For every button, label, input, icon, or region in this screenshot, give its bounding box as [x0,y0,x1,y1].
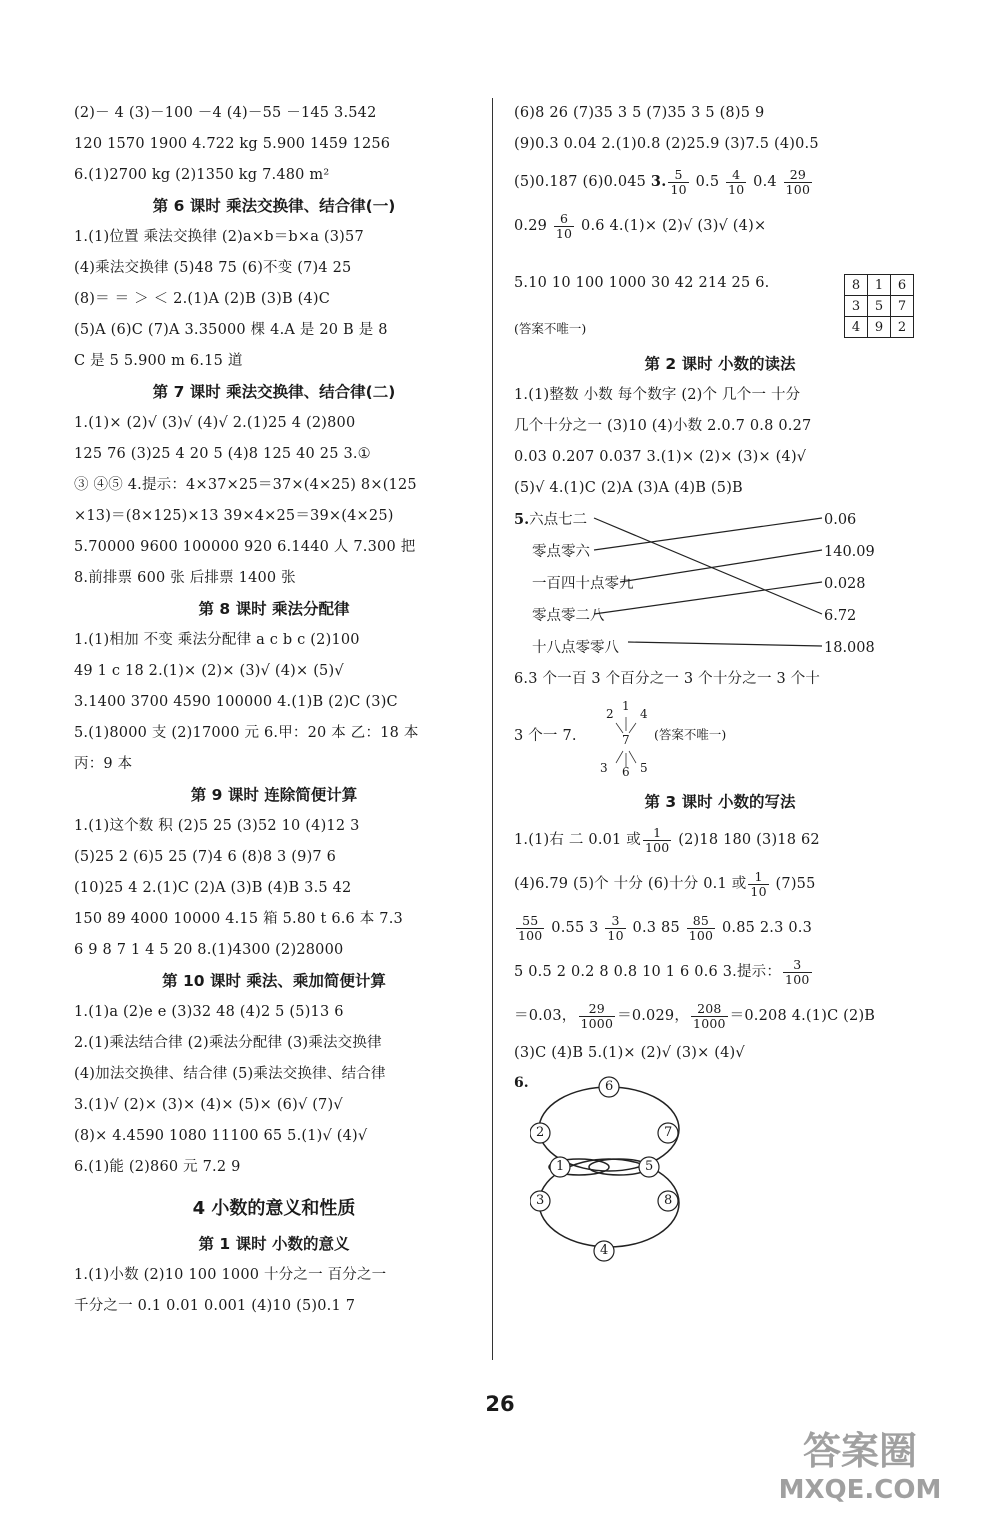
numerator: 1 [643,826,671,841]
text-line: 丙：9 本 [74,756,133,772]
match-number: 6.72 [824,608,857,624]
chapter-title: 4 小数的意义和性质 [192,1198,356,1219]
star-number: 3 [600,761,608,775]
denominator: 100 [645,839,670,855]
match-number: 18.008 [824,640,875,656]
text-fragment: 0.29 [514,218,552,234]
text-line: 1.(1)小数 (2)10 100 1000 十分之一 百分之一 [74,1267,387,1283]
match-word: 一百四十点零九 [532,576,634,592]
spacer [514,248,926,268]
text-line: 千分之一 0.1 0.01 0.001 (4)10 (5)0.1 7 [74,1298,356,1314]
text-line: (10)25 4 2.(1)C (2)A (3)B (4)B 3.5 42 [74,880,352,896]
text-line: (2)－ 4 (3)－100 －4 (4)－55 －145 3.542 [74,105,377,121]
magic-cell: 7 [891,296,914,317]
text-fragment: ＝0.208 4.(1)C (2)B [729,1008,876,1024]
text-line: 6.(1)2700 kg (2)1350 kg 7.480 m² [74,167,330,183]
node-label: 1 [556,1159,565,1174]
star-question [514,695,926,779]
star-number: 7 [622,733,630,747]
text-line: 3 个一 7. [514,728,577,744]
text-line: (4)乘法交换律 (5)48 75 (6)不变 (7)4 25 [74,260,352,276]
matching-diagram [514,504,926,664]
text-line [514,994,926,1038]
section-title: 第 6 课时 乘法交换律、结合律(一) [152,197,396,215]
fraction [605,914,625,943]
text-fragment: (2)18 180 (3)18 62 [673,832,820,848]
watermark-bottom: MXQE.COM [778,1475,942,1505]
match-left-list [514,504,634,664]
match-word [514,504,634,536]
text-line: 5.70000 9600 100000 920 6.1440 人 7.300 把 [74,539,416,555]
denominator: 10 [750,883,767,899]
fraction [726,168,746,197]
text-line: (8)× 4.4590 1080 11100 65 5.(1)√ (4)√ [74,1128,368,1144]
text-line: 1.(1)整数 小数 每个数字 (2)个 几个一 十分 [514,387,801,403]
section-title: 第 7 课时 乘法交换律、结合律(二) [152,383,396,401]
numerator: 4 [726,168,746,183]
fraction [668,168,688,197]
text-line: (5)25 2 (6)5 25 (7)4 6 (8)8 3 (9)7 6 [74,849,337,865]
fraction [783,958,811,987]
watermark-logo [740,1420,980,1510]
page-number: 26 [485,1392,515,1416]
denominator: 1000 [693,1015,726,1031]
text-fragment: 0.3 85 [627,920,685,936]
text-line: (5)A (6)C (7)A 3.35000 棵 4.A 是 20 B 是 8 [74,322,388,338]
text-line: 5.10 10 100 1000 30 42 214 25 6. [514,275,770,291]
numerator: 85 [687,914,715,929]
match-word-text: 六点七二 [529,512,588,528]
match-number: 0.028 [824,576,866,592]
section-title: 第 1 课时 小数的意义 [198,1235,350,1253]
text-line: 3.(1)√ (2)× (3)× (4)× (5)× (6)√ (7)√ [74,1097,343,1113]
note: (答案不唯一) [514,321,587,336]
column-divider [492,98,493,1360]
text-line: 5.(1)8000 支 (2)17000 元 6.甲：20 本 乙：18 本 [74,725,419,741]
text-line: 6.3 个一百 3 个百分之一 3 个十分之一 3 个十 [514,671,821,687]
denominator: 10 [607,927,624,943]
text-fragment: 0.6 4.(1)× (2)√ (3)√ (4)× [576,218,767,234]
text-line: 1.(1)a (2)e e (3)32 48 (4)2 5 (5)13 6 [74,1004,344,1020]
text-line: 1.(1)位置 乘法交换律 (2)a×b＝b×a (3)57 [74,229,364,245]
match-right-list [824,504,875,664]
star-number: 2 [606,707,614,721]
text-line: (5)√ 4.(1)C (2)A (3)A (4)B (5)B [514,480,743,496]
fraction [643,826,671,855]
numerator: 6 [554,212,574,227]
magic-cell: 8 [845,275,868,296]
denominator: 10 [555,225,573,241]
text-line: 6.(1)能 (2)860 元 7.2 9 [74,1159,241,1175]
magic-cell: 1 [868,275,891,296]
text-line: 0.03 0.207 0.037 3.(1)× (2)× (3)× (4)√ [514,449,807,465]
text-fragment: 5 0.5 2 0.2 8 0.8 10 1 6 0.6 3.提示： [514,964,782,980]
node-label: 7 [664,1125,673,1140]
numerator: 55 [516,914,544,929]
text-line: 1.(1)× (2)√ (3)√ (4)√ 2.(1)25 4 (2)800 [74,415,356,431]
text-line: ③ ④⑤ 4.提示：4×37×25＝37×(4×25) 8×(125 [74,477,417,493]
section-title: 第 9 课时 连除简便计算 [190,786,358,804]
text-line [514,160,926,204]
text-line: 1.(1)这个数 积 (2)5 25 (3)52 10 (4)12 3 [74,818,360,834]
fraction [748,870,768,899]
text-line: 6 9 8 7 1 4 5 20 8.(1)4300 (2)28000 [74,942,344,958]
text-line: (6)8 26 (7)35 3 5 (7)35 3 5 (8)5 9 [514,105,765,121]
fraction [784,168,812,197]
fraction [516,914,544,943]
star-number: 5 [640,761,648,775]
fraction [579,1002,616,1031]
node-labels [530,1075,730,1275]
magic-cell: 6 [891,275,914,296]
section-title: 第 3 课时 小数的写法 [644,793,796,811]
magic-cell: 2 [891,317,914,338]
section-title: 第 2 课时 小数的读法 [644,355,796,373]
section-title: 第 8 课时 乘法分配律 [198,600,350,618]
text-fragment: (4)6.79 (5)个 十分 (6)十分 0.1 或 [514,876,747,892]
numerator: 208 [691,1002,728,1017]
numerator: 29 [579,1002,616,1017]
magic-cell: 4 [845,317,868,338]
magic-cell: 9 [868,317,891,338]
match-number: 0.06 [824,512,857,528]
text-line: 150 89 4000 10000 4.15 箱 5.80 t 6.6 本 7.3 [74,911,403,927]
denominator: 10 [728,181,745,197]
node-label: 6 [605,1079,614,1094]
match-word: 十八点零零八 [532,640,619,656]
watermark-top: 答案圈 [802,1429,918,1473]
text-fragment: 0.55 3 [546,920,604,936]
denominator: 10 [670,181,687,197]
node-label: 2 [536,1125,545,1140]
numerator: 3 [605,914,625,929]
text-line: 2.(1)乘法结合律 (2)乘法分配律 (3)乘法交换律 [74,1035,382,1051]
star-number: 4 [640,707,648,721]
text-line: (4)加法交换律、结合律 (5)乘法交换律、结合律 [74,1066,386,1082]
denominator: 1000 [580,1015,614,1031]
text-fragment: (7)55 [770,876,816,892]
question-number: 6. [514,1075,529,1091]
note: (答案不唯一) [654,727,727,742]
text-line: ×13)＝(8×125)×13 39×4×25＝39×(4×25) [74,508,394,524]
node-label: 4 [600,1243,609,1258]
text-fragment: 1.(1)右 二 0.01 或 [514,832,641,848]
text-fragment: 0.4 [748,174,782,190]
numerator: 5 [668,168,688,183]
text-line: 49 1 c 18 2.(1)× (2)× (3)√ (4)× (5)√ [74,663,344,679]
text-fragment: 0.5 [690,174,725,190]
star-number: 1 [622,699,630,713]
text-line: 125 76 (3)25 4 20 5 (4)8 125 40 25 3.① [74,446,371,462]
text-line: C 是 5 5.900 m 6.15 道 [74,353,243,369]
node-label: 5 [645,1159,654,1174]
text-line [514,818,926,862]
text-fragment: ＝0.03， [514,1008,577,1024]
right-column [514,98,926,1275]
fraction [691,1002,728,1031]
match-line [620,550,822,582]
denominator: 100 [785,971,810,987]
text-line [514,906,926,950]
node-label: 3 [536,1193,545,1208]
question-number: 3. [650,173,667,190]
match-line [628,642,822,646]
text-line: 120 1570 1900 4.722 kg 5.900 1459 1256 [74,136,391,152]
denominator: 100 [518,927,543,943]
text-line: (8)＝ ＝ ＞ ＜ 2.(1)A (2)B (3)B (4)C [74,291,331,307]
magic-square [844,274,914,338]
text-line [514,862,926,906]
fraction [687,914,715,943]
text-line: 3.1400 3700 4590 100000 4.(1)B (2)C (3)C [74,694,398,710]
left-column [74,98,474,1322]
question-number: 5. [514,511,530,528]
node-label: 8 [664,1193,673,1208]
text-line: (9)0.3 0.04 2.(1)0.8 (2)25.9 (3)7.5 (4)0.5 [514,136,819,152]
match-word: 零点零二八 [532,608,605,624]
text-line [514,204,926,248]
denominator: 100 [688,927,714,943]
text-line: 几个十分之一 (3)10 (4)小数 2.0.7 0.8 0.27 [514,418,812,434]
fraction [554,212,574,241]
circle-diagram [514,1075,926,1275]
text-fragment: 0.85 2.3 0.3 [717,920,812,936]
star-number: 6 [622,765,630,779]
match-word: 零点零六 [532,544,590,560]
denominator: 100 [785,181,811,197]
numerator: 3 [783,958,811,973]
match-number: 140.09 [824,544,875,560]
numerator: 1 [748,870,768,885]
text-line: 1.(1)相加 不变 乘法分配律 a c b c (2)100 [74,632,360,648]
text-line [514,950,926,994]
numerator: 29 [784,168,812,183]
text-line: 8.前排票 600 张 后排票 1400 张 [74,570,296,586]
text-fragment: ＝0.029， [617,1008,690,1024]
text-line: (3)C (4)B 5.(1)× (2)√ (3)× (4)√ [514,1045,745,1061]
magic-cell: 3 [845,296,868,317]
section-title: 第 10 课时 乘法、乘加简便计算 [162,972,386,990]
text-fragment: (5)0.187 (6)0.045 [514,174,651,190]
magic-cell: 5 [868,296,891,317]
